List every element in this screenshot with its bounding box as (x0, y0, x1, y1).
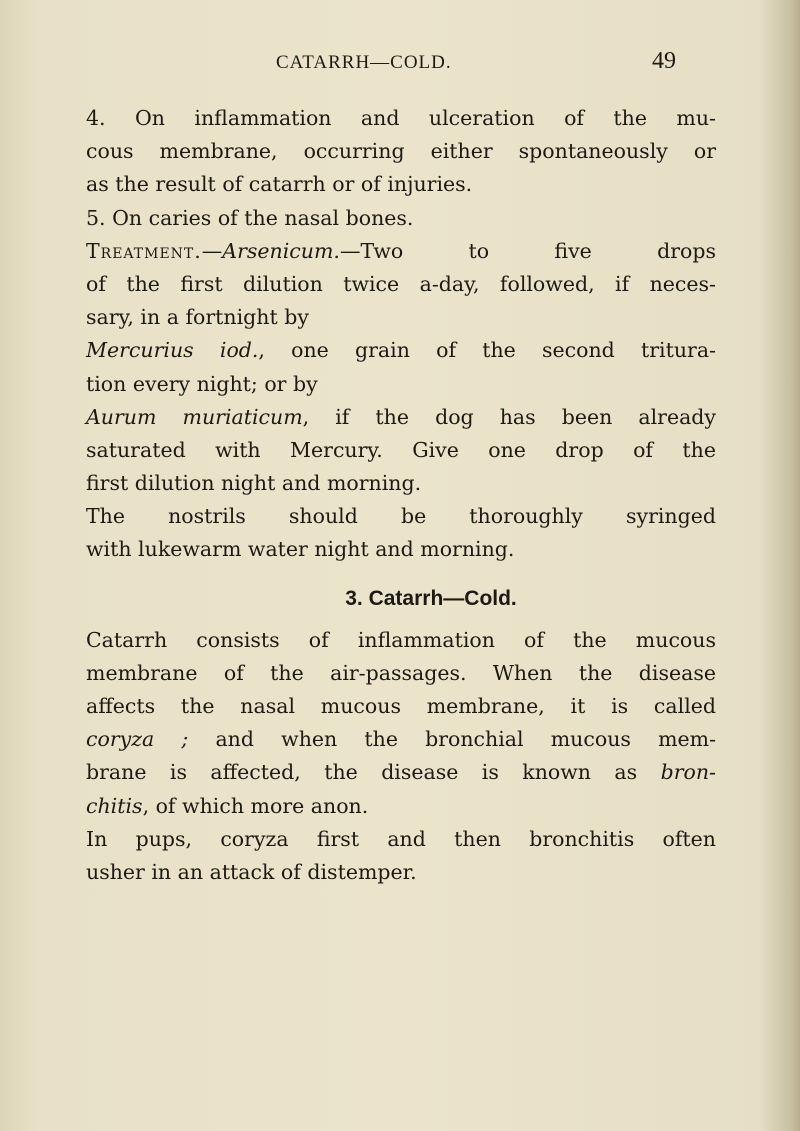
treatment-line-4-rest: , one grain of the second tritura- (258, 338, 716, 363)
treatment-line-7: saturated with Mercury. Give one drop of the (86, 437, 716, 462)
page-number: 49 (652, 48, 676, 74)
catarrh-line-6 (86, 790, 716, 823)
list-item-4-line-2: cous membrane, occurring either spontaneously or (86, 139, 716, 164)
term-bronchitis-start: bron- (637, 760, 716, 785)
catarrh-line-4-rest: and when the bronchial mucous mem- (188, 727, 717, 752)
treatment-line-1 (86, 235, 716, 268)
body-text (86, 102, 716, 889)
treatment-line-3: sary, in a fortnight by (86, 305, 309, 330)
catarrh-line-2: membrane of the air-passages. When the disease (86, 660, 716, 685)
running-head (276, 48, 696, 78)
drug-aurum: Aurum muriaticum (86, 404, 303, 429)
list-item-4-line-3: as the result of catarrh or of injuries. (86, 172, 473, 197)
drug-arsenicum: Arsenicum. (222, 238, 340, 263)
treatment-dash: — (201, 238, 223, 263)
treatment-line-5: tion every night; or by (86, 371, 318, 396)
section-heading: 3. Catarrh—Cold. (345, 586, 517, 610)
catarrh-line-7: In pups, coryza first and then bronchitis often (86, 826, 716, 851)
catarrh-line-6-rest: , of which more anon. (142, 793, 369, 818)
catarrh-line-3: affects the nasal mucous membrane, it is called (86, 694, 716, 718)
treatment-line-1-rest: —Two to five drops (339, 238, 716, 263)
catarrh-line-5 (86, 756, 716, 789)
list-item-4-line-1: 4. On inflammation and ulceration of the mu- (86, 106, 716, 130)
term-bronchitis-end: chitis (86, 793, 143, 818)
treatment-line-6-rest: , if the dog has been already (302, 404, 716, 429)
treatment-line-6 (86, 401, 716, 434)
treatment-line-9: The nostrils should be thoroughly syringed (86, 504, 716, 529)
treatment-line-2: of the first dilution twice a-day, followed, if neces- (86, 271, 716, 296)
treatment-line-4 (86, 334, 716, 367)
catarrh-line-4 (86, 723, 716, 756)
list-item-5: 5. On caries of the nasal bones. (86, 205, 414, 230)
catarrh-line-8: usher in an attack of distemper. (86, 859, 417, 884)
catarrh-line-5-text: brane is affected, the disease is known as (86, 760, 638, 785)
drug-mercurius: Mercurius iod. (86, 338, 259, 363)
treatment-line-10: with lukewarm water night and morning. (86, 537, 515, 562)
treatment-label: Treatment. (86, 238, 202, 263)
running-head-title: CATARRH—COLD. (276, 52, 452, 73)
catarrh-line-1: Catarrh consists of inflammation of the mucous (86, 627, 716, 652)
treatment-line-8: first dilution night and morning. (86, 471, 422, 496)
term-coryza: coryza ; (86, 727, 189, 752)
